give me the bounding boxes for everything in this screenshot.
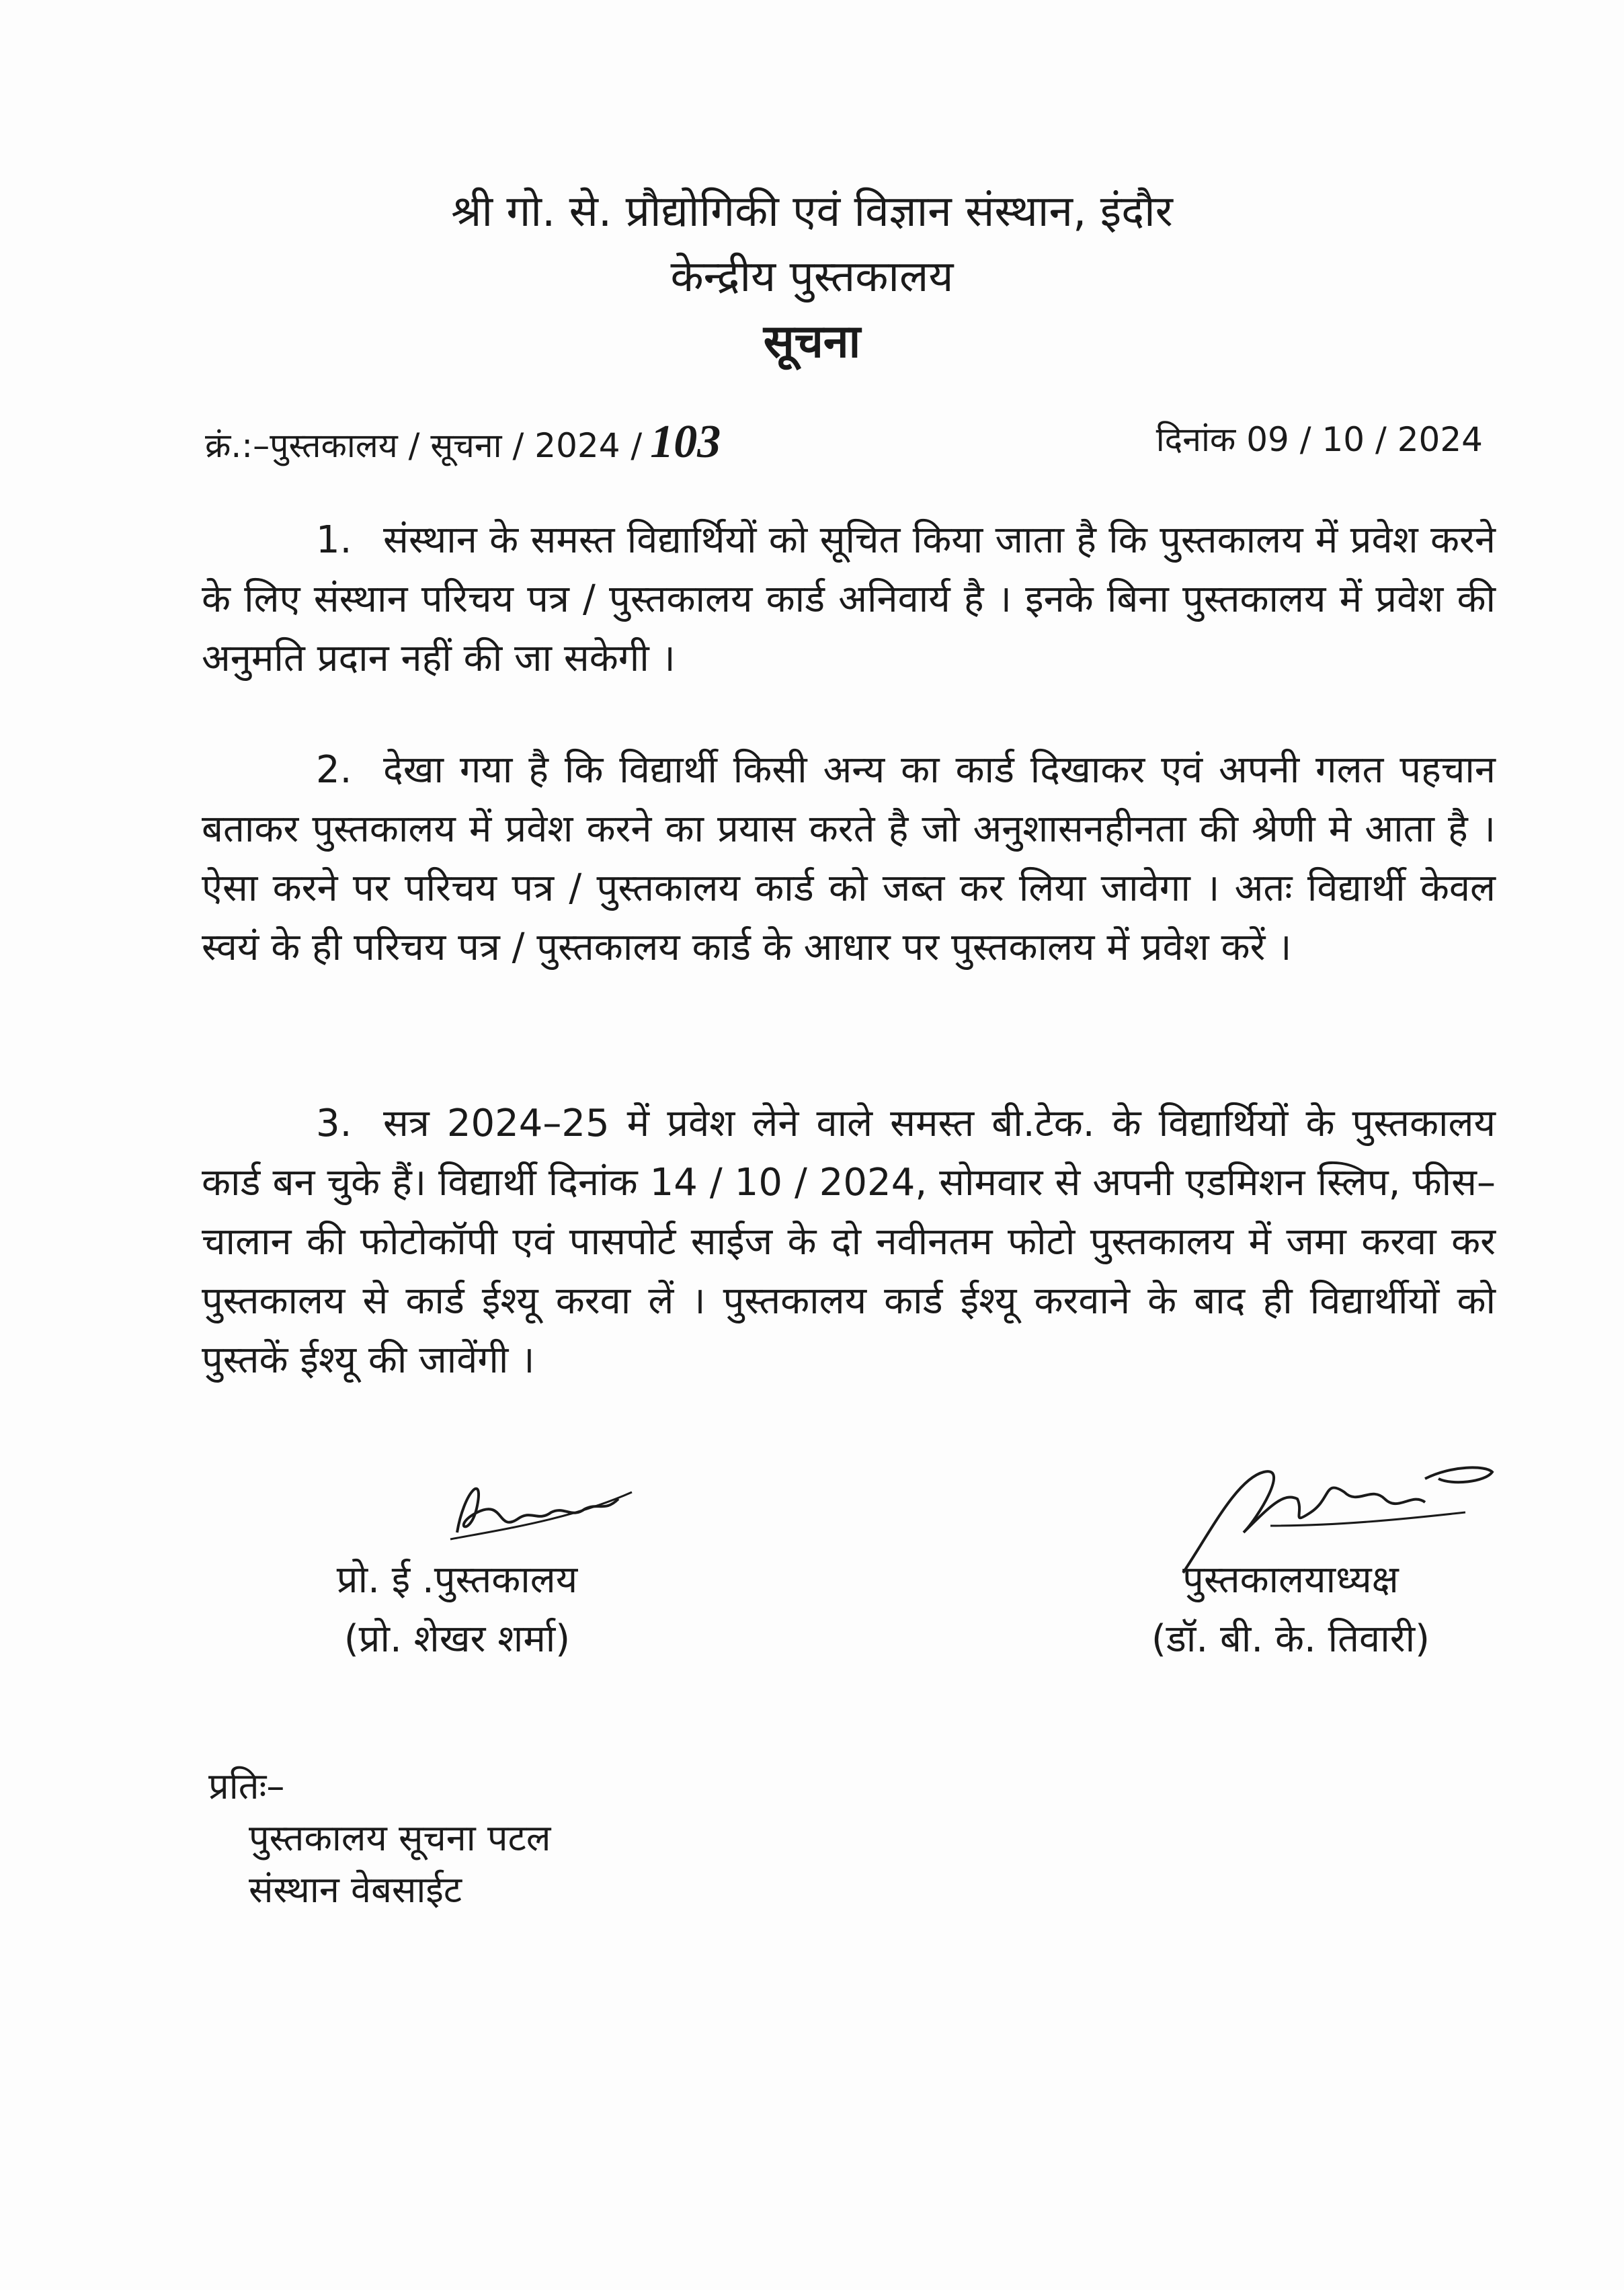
paragraph-text: देखा गया है कि विद्यार्थी किसी अन्य का कार्ड दिखाकर एवं अपनी गलत पहचान बताकर पुस्तकालय में प्रवेश करने का प्रयास करते है जो अनुशासनहीनता की श्रेणी मे आता है । ऐसा करने पर परिचय पत्र / पुस्तकालय कार्ड को जब्त कर लिया जावेगा । अतः विद्यार्थी केवल स्वयं के ही परिचय पत्र / पुस्तकालय कार्ड के आधार पर पुस्तकालय में प्रवेश करें । [202,748,1496,969]
reference-handwritten-number: 103 [650,416,721,468]
signatory-left-designation: प्रो. ई .पुस्तकालय [336,1558,578,1602]
notice-title: सूचना [763,315,861,368]
signature-left [437,1465,639,1553]
signatory-right-designation: पुस्तकालयाध्यक्ष [1182,1558,1399,1602]
paragraph-number: 2. [316,748,352,792]
date-label: दिनांक [1155,420,1236,459]
institute-name: श्री गो. से. प्रौद्योगिकी एवं विज्ञान संस्थान, इंदौर [451,187,1173,237]
paragraph-number: 1. [316,518,352,562]
paragraph-2 [202,741,1496,977]
copy-to-item: संस्थान वेबसाईट [249,1869,462,1911]
paragraph-text: सत्र 2024–25 में प्रवेश लेने वाले समस्त बी.टेक. के विद्यार्थियों के पुस्तकालय कार्ड बन चुके हैं। विद्यार्थी दिनांक 14 / 10 / 2024, सोमवार से अपनी एडमिशन स्लिप, फीस–चालान की फोटोकॉपी एवं पासपोर्ट साईज के दो नवीनतम फोटो पुस्तकालय में जमा करवा कर पुस्तकालय से कार्ड ईश्यू करवा लें । पुस्तकालय कार्ड ईश्यू करवाने के बाद ही विद्यार्थीयों को पुस्तकें ईश्यू की जावेंगी । [202,1102,1496,1382]
signatory-left-name: (प्रो. शेखर शर्मा) [343,1617,571,1661]
signatory-right-name: (डॉ. बी. के. तिवारी) [1151,1617,1430,1661]
paragraph-3 [202,1094,1496,1390]
paragraph-text: संस्थान के समस्त विद्यार्थियों को सूचित किया जाता है कि पुस्तकालय में प्रवेश करने के लिए संस्थान परिचय पत्र / पुस्तकालय कार्ड अनिवार्य है । इनके बिना पुस्तकालय में प्रवेश की अनुमति प्रदान नहीं की जा सकेगी । [202,518,1496,680]
paragraph-1 [202,511,1496,688]
paragraph-number: 3. [316,1102,352,1145]
date-value: 09 / 10 / 2024 [1246,420,1483,459]
copy-to-label: प्रतिः– [208,1765,285,1807]
copy-to-item: पुस्तकालय सूचना पटल [249,1817,551,1859]
reference-prefix: क्रं.:–पुस्तकालय / सूचना / 2024 / [205,426,643,465]
department-name: केन्द्रीय पुस्तकालय [670,252,954,302]
notice-date [1156,415,1483,461]
reference-number [205,415,721,469]
